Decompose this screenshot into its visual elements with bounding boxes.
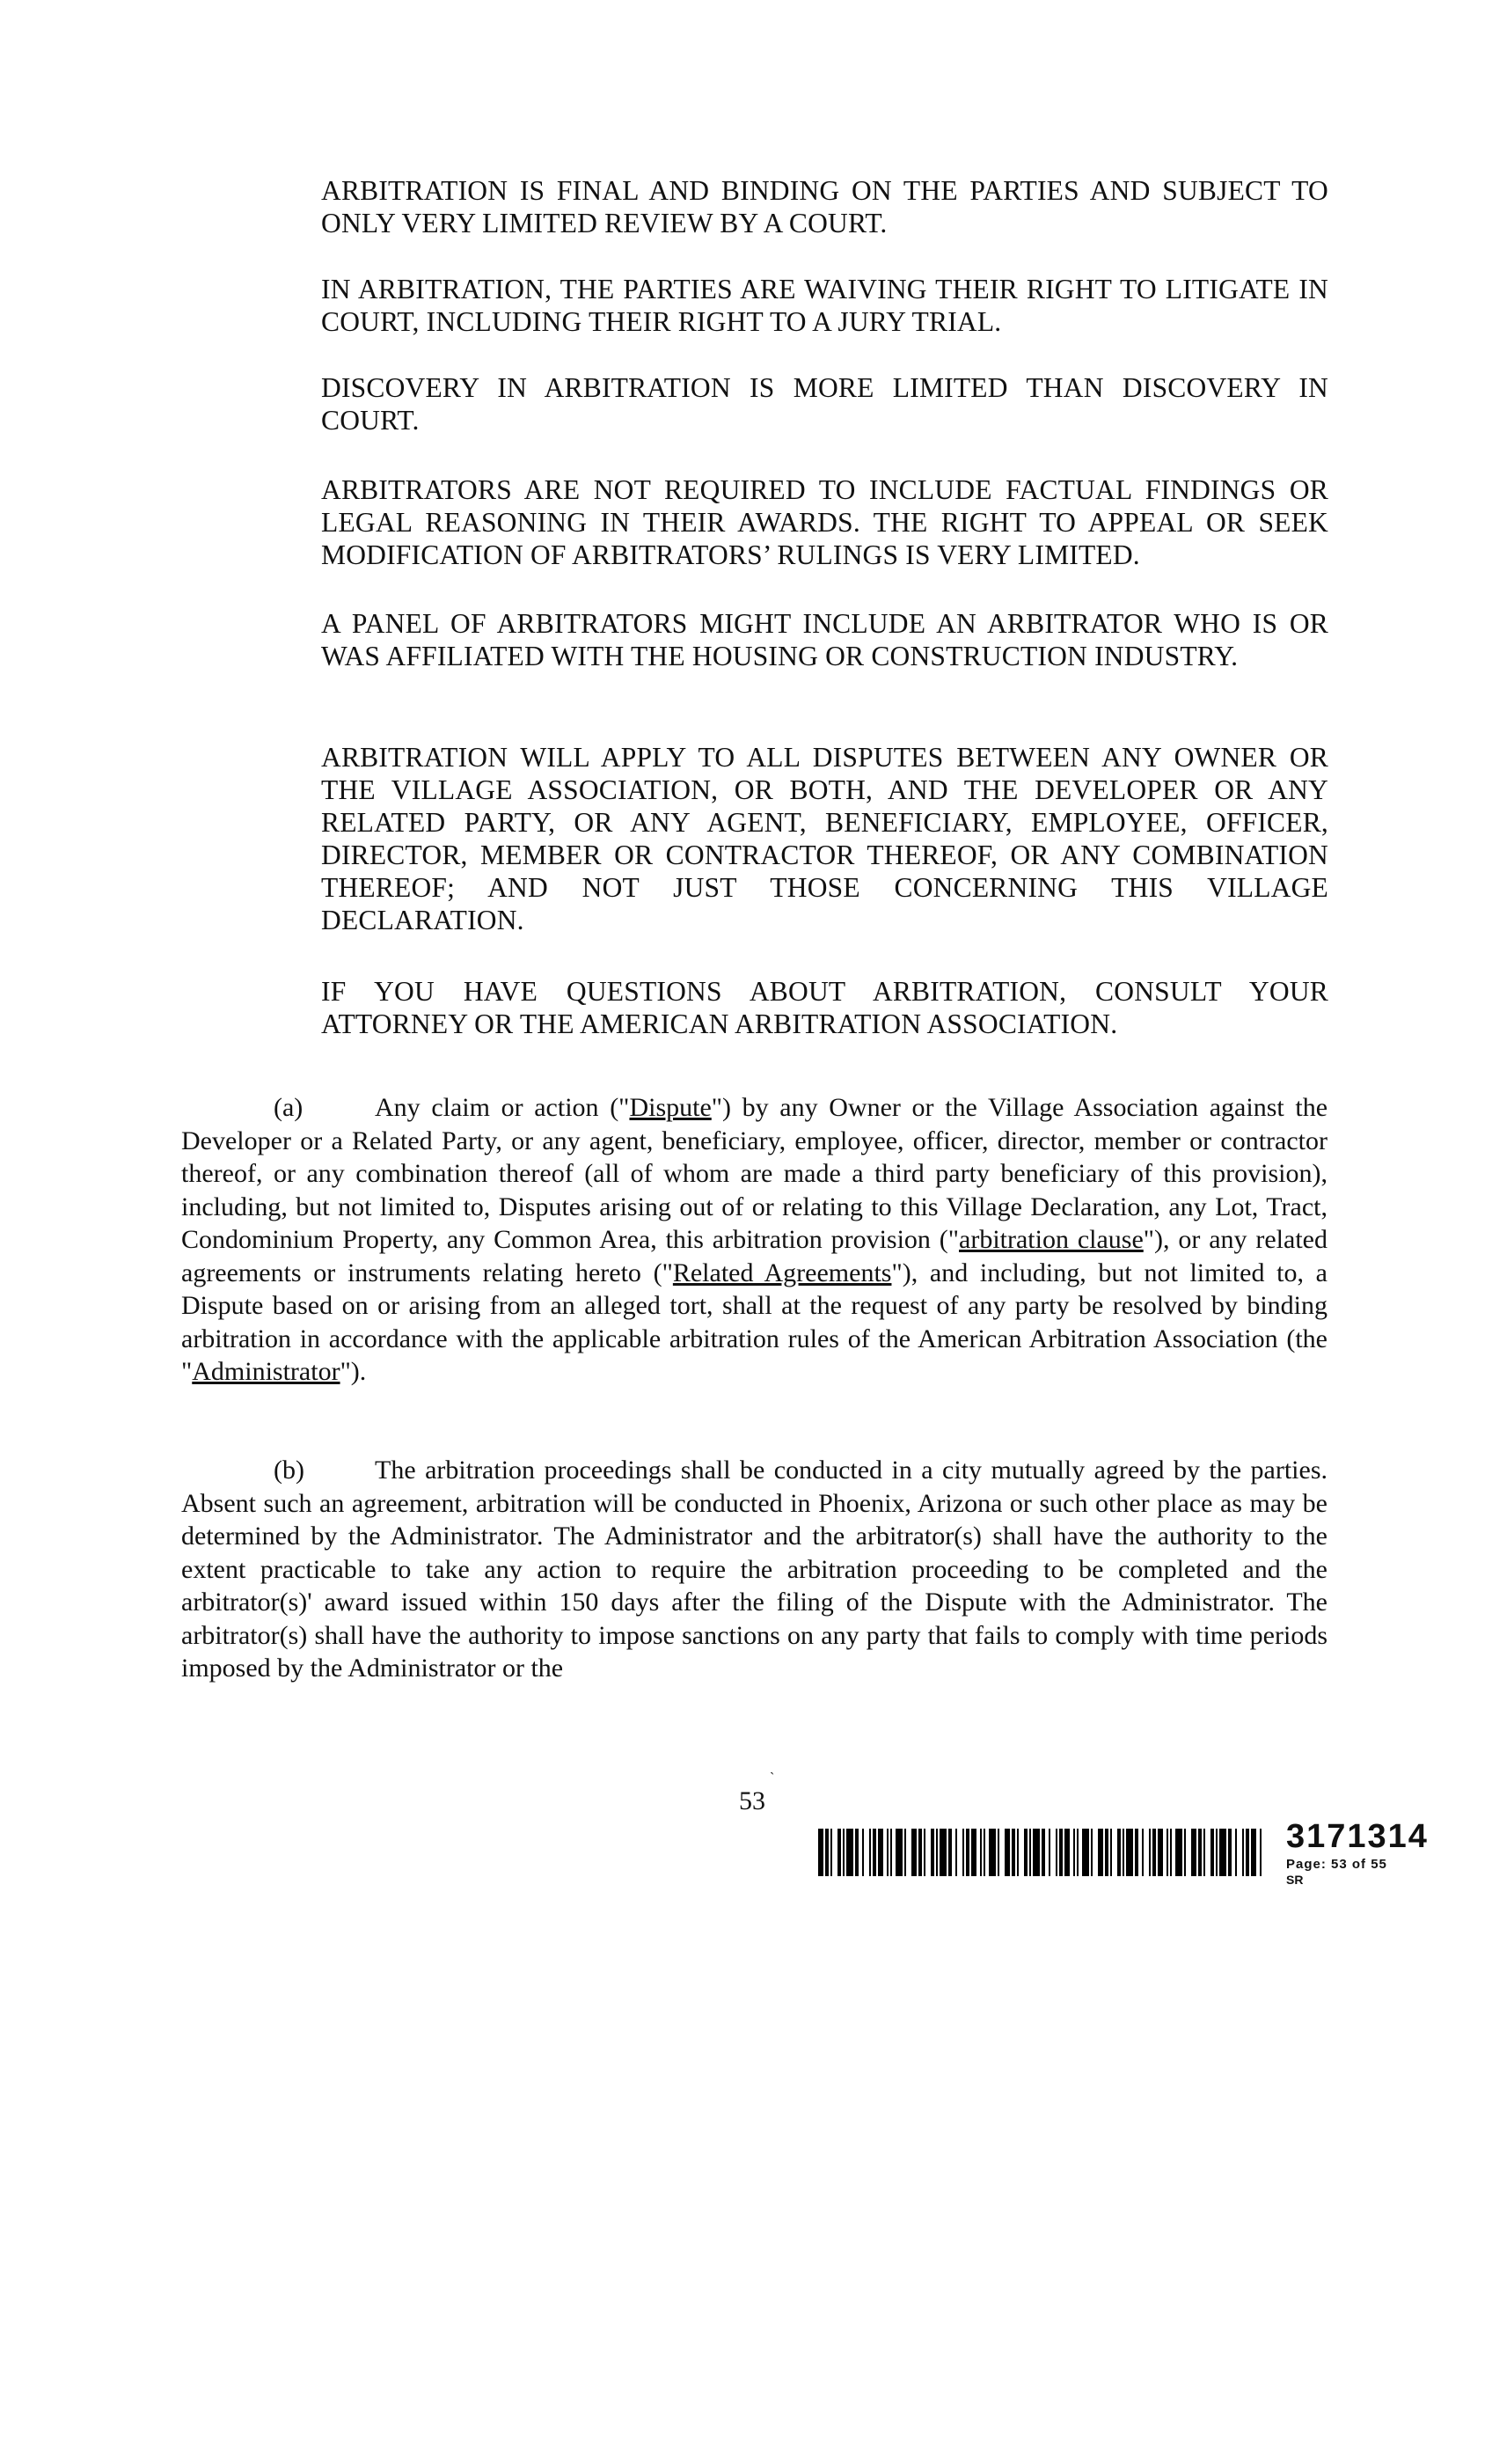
- paragraph-b: [181, 1454, 1327, 1685]
- barcode-bar: [1126, 1829, 1133, 1876]
- paragraph-b-label: (b): [274, 1456, 304, 1485]
- barcode-bar: [869, 1829, 871, 1876]
- barcode-bar: [843, 1829, 845, 1876]
- paragraph-a: (a) Any claim or action ("Dispute") by any Owner or the Village Association against the Developer or a Related Party, or any agent, beneficiary, employee, officer, director, member or contractor thereof, or any combination thereof (all of whom are made a third party beneficiary of this provision), including, but not limited to, Disputes arising out of or relating to this Village Declaration, any Lot, Tract, Condominium Property, any Common Area, this arbitration provision ("arbitration clause"), or any related agreements or instruments relating hereto ("Related Agreements"), and including, but not limited to, a Dispute based on or arising from an alleged tort, shall at the request of any party be resolved by binding arbitration in accordance with the applicable arbitration rules of the American Arbitration Association (the "Administrator").: [181, 1093, 1328, 1386]
- barcode-bar: [1142, 1829, 1144, 1876]
- barcode-bar: [1235, 1829, 1237, 1876]
- barcode-bar: [998, 1829, 999, 1876]
- barcode-bar: [855, 1829, 859, 1876]
- barcode-bar: [989, 1829, 996, 1876]
- defined-term-related-agreements: Related Agreements: [672, 1258, 892, 1287]
- barcode-bar: [1152, 1829, 1156, 1876]
- barcode-bar: [1017, 1829, 1019, 1876]
- barcode-bar: [936, 1829, 938, 1876]
- barcode-bar: [1198, 1829, 1202, 1876]
- barcode-bar: [1056, 1829, 1057, 1876]
- paragraph-b-text: The arbitration proceedings shall be conducted in a city mutually agreed by the parties. Absent such an agreement, arbitration will be conducted in Phoenix, Arizona or such other place as may be determined by the Administrator. The Administrator and the arbitrator(s) shall have the authority to the extent practicable to take any action to require the arbitration proceeding to be completed and the arbitrator(s)' award issued within 150 days after the filing of the Dispute with the Administrator. The arbitrator(s) shall have the authority to impose sanctions on any party that fails to comply with time periods imposed by the Administrator or the: [181, 1456, 1327, 1683]
- barcode-bar: [873, 1829, 876, 1876]
- barcode-bar: [1210, 1829, 1214, 1876]
- barcode-bar: [966, 1829, 969, 1876]
- notice-paragraph-7: IF YOU HAVE QUESTIONS ABOUT ARBITRATION, CONSULT YOUR ATTORNEY OR THE AMERICAN ARBITRATION ASSOCIATION.: [321, 976, 1328, 1039]
- barcode-bar: [1073, 1829, 1075, 1876]
- barcode-bar: [1105, 1829, 1108, 1876]
- barcode-bar: [1149, 1829, 1151, 1876]
- barcode-bar: [896, 1829, 903, 1876]
- barcode-bar: [1184, 1829, 1186, 1876]
- recording-number: 3171314: [1286, 1818, 1429, 1855]
- barcode-bar: [1064, 1829, 1070, 1876]
- barcode-bar: [1012, 1829, 1015, 1876]
- barcode-bar: [1203, 1829, 1205, 1876]
- recording-initials: SR: [1286, 1873, 1304, 1887]
- barcode-bar: [904, 1829, 906, 1876]
- barcode-bar: [1246, 1829, 1249, 1876]
- barcode-bar: [1091, 1829, 1093, 1876]
- recording-barcode: [818, 1829, 1262, 1876]
- barcode-bar: [1029, 1829, 1031, 1876]
- barcode-bar: [1077, 1829, 1079, 1876]
- notice-paragraph-1: ARBITRATION IS FINAL AND BINDING ON THE PARTIES AND SUBJECT TO ONLY VERY LIMITED REVIEW BY A COURT.: [321, 175, 1328, 238]
- barcode-bar: [890, 1829, 892, 1876]
- notice-paragraph-4: ARBITRATORS ARE NOT REQUIRED TO INCLUDE FACTUAL FINDINGS OR LEGAL REASONING IN THEIR AWARDS. THE RIGHT TO APPEAL OR SEEK MODIFICATION OF ARBITRATORS’ RULINGS IS VERY LIMITED.: [321, 474, 1328, 570]
- barcode-bar: [1110, 1829, 1112, 1876]
- defined-term-administrator: Administrator: [192, 1357, 340, 1386]
- barcode-bar: [924, 1829, 925, 1876]
- barcode-bar: [1024, 1829, 1028, 1876]
- barcode-bar: [1049, 1829, 1050, 1876]
- barcode-bar: [1216, 1829, 1218, 1876]
- barcode-bar: [1219, 1829, 1226, 1876]
- barcode-bar: [818, 1829, 823, 1876]
- barcode-bar: [980, 1829, 982, 1876]
- barcode-bar: [1033, 1829, 1040, 1876]
- defined-term-dispute: Dispute: [629, 1093, 712, 1122]
- barcode-bar: [1175, 1829, 1182, 1876]
- notice-paragraph-6: ARBITRATION WILL APPLY TO ALL DISPUTES BETWEEN ANY OWNER OR THE VILLAGE ASSOCIATION, OR BOTH, AND THE DEVELOPER OR ANY RELATED PARTY, OR ANY AGENT, BENEFICIARY, EMPLOYEE, OFFICER, DIRECTOR, MEMBER OR CONTRACTOR THEREOF, OR ANY COMBINATION THEREOF; AND NOT JUST THOSE CONCERNING THIS VILLAGE DECLARATION.: [321, 742, 1328, 935]
- barcode-bar: [1228, 1829, 1232, 1876]
- barcode-bar: [955, 1829, 957, 1876]
- barcode-bar: [1170, 1829, 1172, 1876]
- barcode-bar: [1059, 1829, 1063, 1876]
- barcode-bar: [1005, 1829, 1010, 1876]
- barcode-bar: [962, 1829, 964, 1876]
- barcode-bar: [1167, 1829, 1168, 1876]
- barcode-bar: [837, 1829, 841, 1876]
- page-number: 53: [739, 1786, 765, 1815]
- notice-paragraph-3: DISCOVERY IN ARBITRATION IS MORE LIMITED THAN DISCOVERY IN COURT.: [321, 372, 1328, 436]
- barcode-bar: [1117, 1829, 1121, 1876]
- barcode-bar: [1135, 1829, 1138, 1876]
- recording-page-count: Page: 53 of 55: [1286, 1857, 1387, 1872]
- barcode-bar: [1082, 1829, 1089, 1876]
- barcode-bar: [1251, 1829, 1256, 1876]
- barcode-bar: [948, 1829, 952, 1876]
- barcode-bar: [1098, 1829, 1103, 1876]
- barcode-bar: [1123, 1829, 1124, 1876]
- barcode-bar: [1042, 1829, 1045, 1876]
- barcode-bar: [887, 1829, 889, 1876]
- barcode-bar: [931, 1829, 934, 1876]
- barcode-bar: [1158, 1829, 1163, 1876]
- stray-mark: ˋ: [770, 1771, 775, 1786]
- barcode-bar: [846, 1829, 853, 1876]
- barcode-bar: [825, 1829, 829, 1876]
- barcode-bar: [984, 1829, 985, 1876]
- barcode-bar: [971, 1829, 976, 1876]
- paragraph-a-label: (a): [274, 1093, 304, 1122]
- barcode-bar: [830, 1829, 832, 1876]
- notice-paragraph-5: A PANEL OF ARBITRATORS MIGHT INCLUDE AN ARBITRATOR WHO IS OR WAS AFFILIATED WITH THE HOUSING OR CONSTRUCTION INDUSTRY.: [321, 608, 1328, 671]
- barcode-bar: [878, 1829, 883, 1876]
- barcode-bar: [911, 1829, 917, 1876]
- barcode-bar: [1260, 1829, 1262, 1876]
- defined-term-arbitration-clause: arbitration clause: [959, 1225, 1144, 1254]
- barcode-bar: [862, 1829, 864, 1876]
- barcode-bar: [1242, 1829, 1244, 1876]
- barcode-bar: [918, 1829, 922, 1876]
- barcode-bar: [940, 1829, 947, 1876]
- notice-paragraph-2: IN ARBITRATION, THE PARTIES ARE WAIVING THEIR RIGHT TO LITIGATE IN COURT, INCLUDING THEIR RIGHT TO A JURY TRIAL.: [321, 274, 1328, 337]
- barcode-bar: [1191, 1829, 1196, 1876]
